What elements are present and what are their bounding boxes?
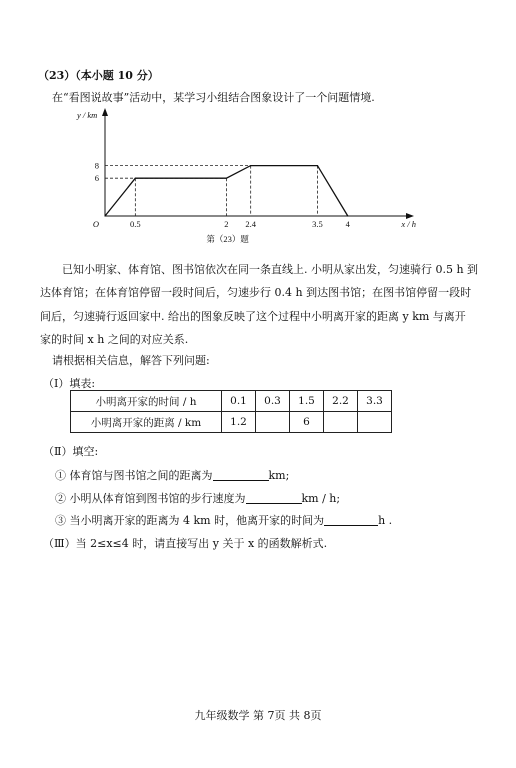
origin-label: O	[92, 219, 99, 229]
x-tick-label: 2.4	[245, 219, 256, 229]
x-tick-label: 0.5	[130, 219, 141, 229]
page-footer: 九年级数学 第 7页 共 8页	[194, 709, 322, 722]
fill-item-text: ③ 当小明离开家的距离为 4 km 时，他离开家的时间为	[55, 514, 325, 527]
distance-cell	[256, 412, 290, 433]
distance-header: 小明离开家的距离 / km	[71, 412, 222, 433]
fill-table	[70, 390, 392, 433]
chart-caption: 第（23）题	[206, 234, 249, 244]
fill-item-text: ① 体育馆与图书馆之间的距离为	[55, 469, 213, 482]
table-row	[71, 412, 392, 433]
distance-cell	[358, 412, 392, 433]
data-point	[104, 215, 105, 216]
y-axis-label: y / km	[77, 110, 98, 120]
fill-item-2	[55, 490, 340, 506]
answer-blank	[246, 491, 302, 504]
time-cell: 0.1	[222, 391, 256, 412]
paragraph-line-3: 间后，匀速骑行返回家中. 给出的图象反映了这个过程中小明离开家的距离 y km 与离开	[40, 309, 466, 323]
y-tick-label: 6	[94, 173, 99, 184]
time-cell: 1.5	[290, 391, 324, 412]
x-axis-label: x / h	[401, 219, 416, 229]
data-point	[317, 165, 318, 166]
paragraph-line-4: 家的时间 x h 之间的对应关系.	[40, 332, 189, 346]
data-point	[226, 178, 227, 179]
x-tick-label: 4	[345, 219, 350, 229]
time-cell: 2.2	[324, 391, 358, 412]
data-point	[250, 165, 251, 166]
time-cell: 3.3	[358, 391, 392, 412]
paragraph-line-1: 已知小明家、体育馆、图书馆依次在同一条直线上. 小明从家出发，匀速骑行 0.5 h 到	[62, 263, 479, 276]
distance-cell	[324, 412, 358, 433]
distance-cell: 6	[290, 412, 324, 433]
fill-item-unit: km / h;	[301, 492, 341, 505]
fill-item-unit: km;	[268, 469, 290, 482]
part3-question: （Ⅲ）当 2≤x≤4 时，请直接写出 y 关于 x 的函数解析式.	[43, 537, 328, 550]
fill-item-1	[55, 467, 289, 483]
answer-blank	[324, 513, 378, 526]
part2-label: （Ⅱ）填空:	[43, 445, 99, 458]
distance-time-chart	[70, 106, 430, 246]
time-cell: 0.3	[256, 391, 290, 412]
paragraph-line-2: 达体育馆；在体育馆停留一段时间后，匀速步行 0.4 h 到达图书馆；在图书馆停留一段时	[40, 286, 472, 300]
y-tick-label: 8	[94, 160, 99, 171]
problem-paragraph	[40, 258, 480, 351]
fill-item-unit: h .	[378, 514, 393, 527]
question-intro: 在“看图说故事”活动中，某学习小组结合图象设计了一个问题情境.	[52, 91, 375, 104]
question-title: （23）（本小题 10 分）	[38, 69, 159, 82]
fill-item-3	[55, 512, 392, 528]
table-row	[71, 391, 392, 412]
part1-label: （Ⅰ）填表:	[43, 377, 96, 390]
instruction: 请根据相关信息，解答下列问题:	[52, 354, 210, 367]
x-tick-label: 2	[224, 219, 229, 229]
x-tick-label: 3.5	[312, 219, 323, 229]
time-header: 小明离开家的时间 / h	[71, 391, 222, 412]
fill-item-text: ② 小明从体育馆到图书馆的步行速度为	[55, 492, 246, 505]
y-axis-arrow	[102, 108, 108, 116]
data-point	[135, 178, 136, 179]
answer-blank	[213, 468, 269, 481]
distance-cell: 1.2	[222, 412, 256, 433]
data-point	[347, 215, 348, 216]
